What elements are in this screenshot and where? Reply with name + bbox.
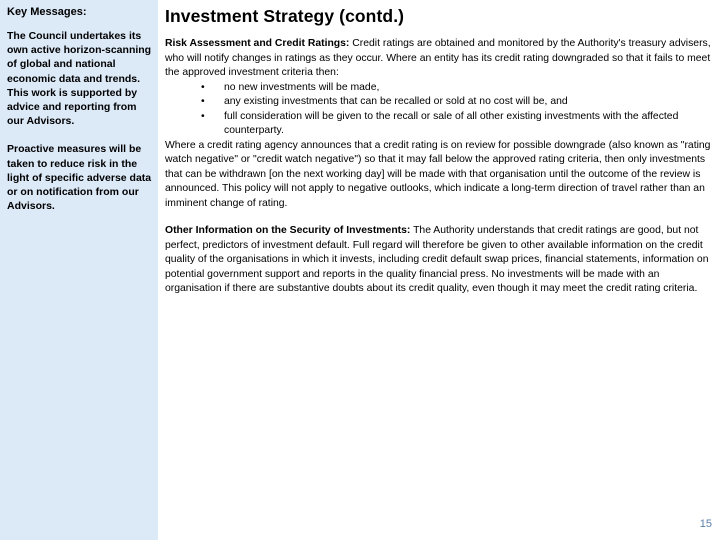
security-paragraph [165, 224, 713, 297]
list-item-text: any existing investments that can be recalled or sold at no cost will be, and [224, 96, 568, 107]
list-item-text: full consideration will be given to the recall or sale of all other existing investments with the affected counterparty. [224, 110, 679, 136]
page-title: Investment Strategy (contd.) [165, 6, 405, 26]
risk-assessment-paragraph [165, 37, 713, 81]
bullet-icon: • [201, 81, 205, 93]
bullet-icon: • [201, 110, 205, 122]
list-item [165, 95, 713, 110]
key-messages-heading: Key Messages: [7, 6, 87, 18]
downgrade-actions-list [165, 81, 713, 139]
key-messages-sidebar [0, 0, 158, 540]
security-body: The Authority understands that credit ratings are good, but not perfect, predictors of investment default. Full regard will therefore be given to other available information on the credit quality of the organisations in which it invests, including credit default swap prices, financial statements, information on potential government support and reports in the quality financial press. No investments will be made with an organisation if there are substantive doubts about its credit quality, even though it may meet the credit rating criteria. [165, 225, 709, 294]
list-item-text: no new investments will be made, [224, 81, 380, 93]
risk-assessment-heading: Risk Assessment and Credit Ratings: [165, 38, 350, 49]
list-item [165, 81, 713, 96]
main-content [165, 4, 713, 297]
key-message-paragraph: The Council undertakes its own active horizon-scanning of global and national economic data and trends. This work is supported by advice and reporting from our Advisors. [7, 30, 152, 128]
security-heading: Other Information on the Security of Investments: [165, 225, 411, 236]
rating-watch-paragraph: Where a credit rating agency announces that a credit rating is on review for possible downgrade (also known as "rating watch negative" or "credit watch negative") so that it may fall below the approved rating criteria, then only investments that can be withdrawn [on the next working day] will be made with that organisation until the outcome of the review is announced. This policy will not apply to negative outlooks, which indicate a long-term direction of travel rather than an imminent change of rating. [165, 139, 711, 209]
key-message-paragraph: Proactive measures will be taken to reduce risk in the light of specific adverse data or on notification from our Advisors. [7, 143, 152, 213]
risk-assessment-intro: Credit ratings are obtained and monitored by the Authority's treasury advisers, who will notify changes in ratings as they occur. Where an entity has its credit rating downgraded so that it fails to meet the approved investment criteria then: [165, 38, 711, 78]
page-number: 15 [699, 518, 712, 530]
list-item [165, 110, 713, 139]
bullet-icon: • [201, 96, 205, 107]
